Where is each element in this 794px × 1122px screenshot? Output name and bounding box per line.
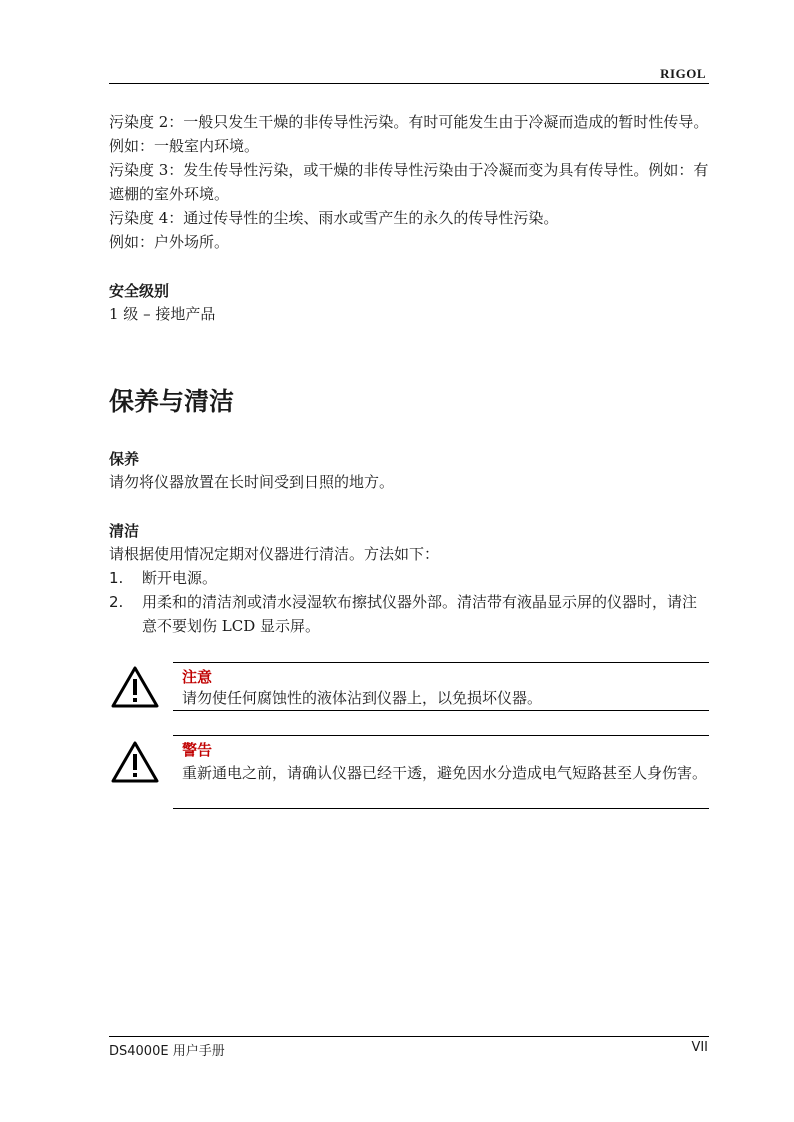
- footer-divider: [109, 1036, 709, 1037]
- notice-text: 请勿使任何腐蚀性的液体沾到仪器上，以免损坏仪器。: [182, 689, 543, 707]
- cleaning-intro: 请根据使用情况定期对仪器进行清洁。方法如下：: [109, 545, 440, 563]
- notice-title: 警告: [182, 741, 213, 759]
- step-number: 2.: [109, 593, 124, 611]
- header-brand: RIGOL: [660, 66, 706, 81]
- step-number: 1.: [109, 569, 124, 587]
- notice-title: 注意: [182, 668, 213, 686]
- footer-page-number: VII: [691, 1040, 708, 1055]
- pollution-degree-2: 污染度 2：一般只发生干燥的非传导性污染。有时可能发生由于冷凝而造成的暂时性传导。例如：一般室内环境。: [109, 113, 709, 155]
- header-divider: [109, 83, 709, 84]
- cleaning-heading: 清洁: [109, 522, 140, 540]
- notice-top-rule: [173, 662, 709, 663]
- notice-bottom-rule: [173, 808, 709, 809]
- safety-class-text: 1 级 – 接地产品: [109, 305, 216, 323]
- safety-class-heading: 安全级别: [109, 282, 170, 300]
- notice-bottom-rule: [173, 710, 709, 711]
- step-text: 用柔和的清洁剂或清水浸湿软布擦拭仪器外部。清洁带有液晶显示屏的仪器时，请注意不要划伤 LCD 显示屏。: [142, 593, 698, 635]
- warning-triangle-icon: [111, 665, 159, 713]
- section-title: 保养与清洁: [109, 387, 235, 416]
- warning-triangle-icon: [111, 740, 159, 788]
- pollution-degree-3: 污染度 3：发生传导性污染，或干燥的非传导性污染由于冷凝而变为具有传导性。例如：有遮棚的室外环境。: [109, 161, 709, 203]
- pollution-degree-4: 污染度 4：通过传导性的尘埃、雨水或雪产生的永久的传导性污染。: [109, 209, 559, 227]
- step-text: 断开电源。: [142, 569, 218, 587]
- care-text: 请勿将仪器放置在长时间受到日照的地方。: [109, 473, 395, 491]
- pollution-example: 例如：户外场所。: [109, 233, 230, 251]
- notice-top-rule: [173, 735, 709, 736]
- care-heading: 保养: [109, 450, 140, 468]
- footer-manual-title: DS4000E 用户手册: [109, 1044, 225, 1059]
- notice-text: 重新通电之前，请确认仪器已经干透，避免因水分造成电气短路甚至人身伤害。: [182, 764, 708, 782]
